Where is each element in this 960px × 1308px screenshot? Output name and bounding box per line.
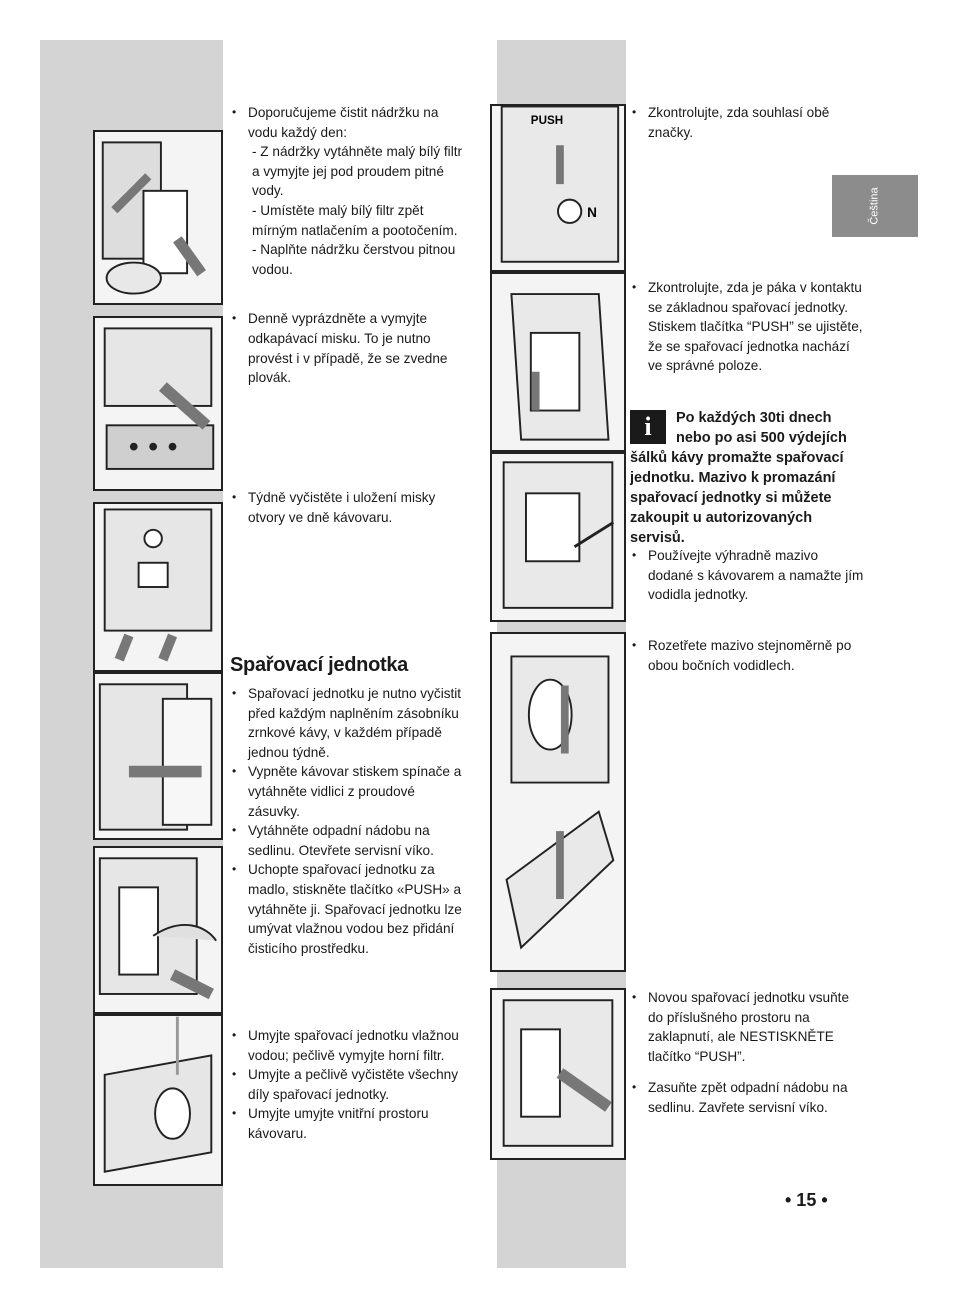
lever-check-instruction [630, 278, 866, 376]
brewing-unit-text-1: Spařovací jednotku je nutno vyčistit před každým naplněním zásobníku zrnkové kávy, v každém případě jednou týdně. [248, 686, 462, 760]
daily-tank-cleaning-item [230, 103, 462, 279]
machine-base-drawing [95, 504, 221, 670]
brewing-unit-heading: Spařovací jednotka [230, 654, 408, 676]
illustration-machine-base [93, 502, 223, 672]
brewing-unit-item-3 [230, 821, 462, 860]
marks-check-item [630, 103, 866, 142]
weekly-base-text: Týdně vyčistěte i uložení misky otvory ve dně kávovaru. [248, 490, 436, 525]
reinsert-text-1: Novou spařovací jednotku vsuňte do příslušného prostoru na zaklapnutí, ale NESTISKNĚTE tlačítko “PUSH”. [648, 990, 850, 1064]
lever-check-item [630, 278, 866, 376]
push-label: PUSH [530, 113, 564, 127]
illustration-service-door [93, 672, 223, 840]
tank-refill-step: - Naplňte nádržku čerstvou pitnou vodou. [252, 242, 456, 277]
daily-tank-intro: Doporučujeme čistit nádržku na vodu každý den: [248, 105, 439, 140]
washing-item-2 [230, 1065, 462, 1104]
grease-use-item [630, 546, 866, 605]
illustration-drip-tray [93, 316, 223, 491]
page-number: • 15 • [785, 1190, 828, 1210]
wash-unit-drawing [95, 1016, 221, 1184]
language-label: Čeština [868, 187, 881, 225]
insert-unit-drawing [492, 990, 624, 1158]
lubrication-note-text: Po každých 30ti dnech nebo po asi 500 výdejích šálků kávy promažte spařovací jednotku. Mazivo k promazání spařovací jednotky si můžete zakoupit u autorizovaných servisů. [630, 410, 847, 546]
illustration-remove-unit [93, 846, 223, 1014]
washing-text-3: Umyjte umyjte vnitřní prostoru kávovaru. [248, 1106, 429, 1141]
tank-cleaning-instructions [230, 103, 462, 388]
brewing-unit-instructions [230, 684, 462, 958]
drip-tray-drawing [95, 318, 221, 489]
marks-check-text: Zkontrolujte, zda souhlasí obě značky. [648, 105, 830, 140]
brewing-unit-text-3: Vytáhněte odpadní nádobu na sedlinu. Otevřete servisní víko. [248, 823, 434, 858]
washing-instructions [230, 1026, 462, 1144]
lever-check-text: Zkontrolujte, zda je páka v kontaktu se základnou spařovací jednotky. Stiskem tlačítka “PUSH” se ujistěte, že se spařovací jednotka nachází ve správné poloze. [648, 280, 863, 374]
info-icon: i [630, 410, 666, 444]
language-tab [832, 175, 918, 237]
drip-tray-item [230, 309, 462, 387]
marks-check-instruction [630, 103, 866, 142]
illustration-marks-match [490, 104, 626, 272]
filter-replace-step: - Umístěte malý bílý filtr zpět mírným natlačením a pootočením. [252, 202, 458, 238]
brewing-unit-item-1 [230, 684, 462, 762]
reinsert-instructions [630, 988, 866, 1118]
remove-unit-drawing [95, 848, 221, 1012]
spread-grease-drawing [492, 634, 624, 970]
illustration-water-tank [93, 130, 223, 305]
brewing-unit-item-2 [230, 762, 462, 821]
weekly-base-item [230, 488, 462, 527]
illustration-lever-contact [490, 272, 626, 452]
filter-remove-step: - Z nádržky vytáhněte malý bílý filtr a vymyjte jej pod proudem pitné vody. [252, 144, 463, 199]
lever-contact-drawing [492, 274, 624, 450]
washing-item-1 [230, 1026, 462, 1065]
reinsert-item-1 [630, 988, 866, 1066]
brewing-unit-text-2: Vypněte kávovar stiskem spínače a vytáhněte vidlici z proudové zásuvky. [248, 764, 462, 819]
drip-tray-text: Denně vyprázdněte a vymyjte odkapávací misku. To je nutno provést i v případě, že se zvedne plovák. [248, 311, 448, 386]
lubrication-note [630, 408, 866, 548]
grease-use-instruction [630, 546, 866, 605]
washing-text-1: Umyjte spařovací jednotku vlažnou vodou; pečlivě vymyjte horní filtr. [248, 1028, 459, 1063]
reinsert-item-2 [630, 1078, 866, 1117]
weekly-cleaning-instructions [230, 488, 462, 527]
reinsert-text-2: Zasuňte zpět odpadní nádobu na sedlinu. Zavřete servisní víko. [648, 1080, 848, 1115]
illustration-lubricate-inside [490, 452, 626, 622]
illustration-insert-unit [490, 988, 626, 1160]
washing-text-2: Umyjte a pečlivě vyčistěte všechny díly spařovací jednotky. [248, 1067, 459, 1102]
spread-grease-instruction [630, 636, 866, 675]
service-door-drawing [95, 674, 221, 838]
illustration-spread-grease [490, 632, 626, 972]
n-mark-label: N [587, 205, 597, 221]
spread-grease-text: Rozetřete mazivo stejnoměrně po obou bočních vodidlech. [648, 638, 852, 673]
washing-item-3 [230, 1104, 462, 1143]
brewing-unit-item-4 [230, 860, 462, 958]
lubricate-inside-drawing [492, 454, 624, 620]
spread-grease-item [630, 636, 866, 675]
marks-match-drawing [492, 106, 624, 270]
water-tank-drawing [95, 132, 221, 303]
grease-use-text: Používejte výhradně mazivo dodané s kávovarem a namažte jím vodidla jednotky. [648, 548, 864, 603]
brewing-unit-text-4: Uchopte spařovací jednotku za madlo, stiskněte tlačítko «PUSH» a vytáhněte ji. Spařovací jednotku lze umývat vlažnou vodou bez přidání čisticího prostředku. [248, 862, 462, 956]
illustration-wash-unit [93, 1014, 223, 1186]
